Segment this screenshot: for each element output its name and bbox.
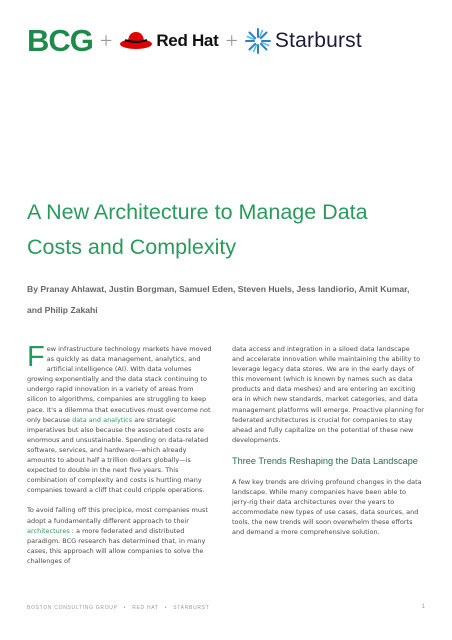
footer-bcg: BOSTON CONSULTING GROUP	[27, 605, 118, 611]
page-footer	[27, 605, 209, 611]
footer-starburst: STARBURST	[173, 605, 210, 611]
page-title: A New Architecture to Manage Data Costs and Complexity	[27, 200, 368, 259]
redhat-wordmark: Red Hat	[156, 31, 219, 50]
redhat-logo	[119, 29, 218, 53]
intro-paragraph	[27, 341, 213, 495]
starburst-wordmark: Starburst	[274, 29, 362, 52]
starburst-logo	[245, 28, 362, 54]
drop-cap: F	[27, 341, 45, 373]
footer-separator-2: •	[164, 605, 168, 611]
bcg-logo: BCG	[27, 23, 93, 58]
architectures-link[interactable]: architectures	[27, 526, 70, 535]
section-heading: Three Trends Reshaping the Data Landscape	[232, 455, 418, 466]
author-byline: By Pranay Ahlawat, Justin Borgman, Samuel Eden, Steven Huels, Jess Iandiorio, Amit Kumar, and Philip Zakahi	[27, 284, 410, 315]
page-number: 1	[421, 604, 425, 610]
starburst-icon	[245, 28, 271, 54]
second-text-b: : a more federated and distributed paradigm. BCG research has determined that, in many cases, this approach will allow companies to solve the challenges of	[27, 526, 206, 565]
redhat-fedora-icon	[119, 29, 153, 53]
intro-text-a: ew infrastructure technology markets have moved as quickly as data management, analytics, and artificial intelligence (AI). With data volumes growing exponentially and the data stack continuing to undergo rapid innovation in a variety of areas from silicon to algorithms, companies are struggling to keep pace. It's a dilemma that executives must overcome not only because	[27, 345, 212, 424]
second-paragraph	[27, 505, 213, 566]
footer-redhat: RED HAT	[132, 605, 159, 611]
footer-separator: •	[123, 605, 127, 611]
right-column	[232, 344, 424, 548]
partner-logos	[27, 23, 362, 58]
continued-paragraph: data access and integration in a siloed data landscape and accelerate innovation while maintaining the ability to leverage legacy data stores. We are in the early days of this movement (which is known by names such as data products and data meshes) and are entering an exciting era in which new standards, market categories, and data management platforms will emerge. Proactive planning for federated architectures is crucial for companies to stay ahead and fully capitalize on the potential of these new developments.	[232, 345, 424, 444]
intro-text-b: are strategic imperatives but also because the associated costs are enormous and unsustainable. Spending on data-related software, services, and hardware—which already amounts to about half a trillion dollars globally—is expected to double in the next five years. This combination of complexity and costs is hurtling many companies toward a cliff that could cripple operations.	[27, 415, 209, 495]
data-and-analytics-link[interactable]: data and analytics	[72, 415, 133, 424]
plus-sign: +	[99, 28, 113, 53]
plus-sign-2: +	[225, 28, 238, 53]
trends-paragraph: A few key trends are driving profound changes in the data landscape. While many companies have been able to jerry-rig their data architectures over the years to accommodate new types of use cases, data sources, and tools, the new trends will soon overwhelm these efforts and demand a more comprehensive solution.	[232, 477, 422, 537]
left-column	[27, 341, 213, 576]
second-text-a: To avoid falling off this precipice, most companies must adopt a fundamentally different approach to their	[27, 506, 208, 525]
